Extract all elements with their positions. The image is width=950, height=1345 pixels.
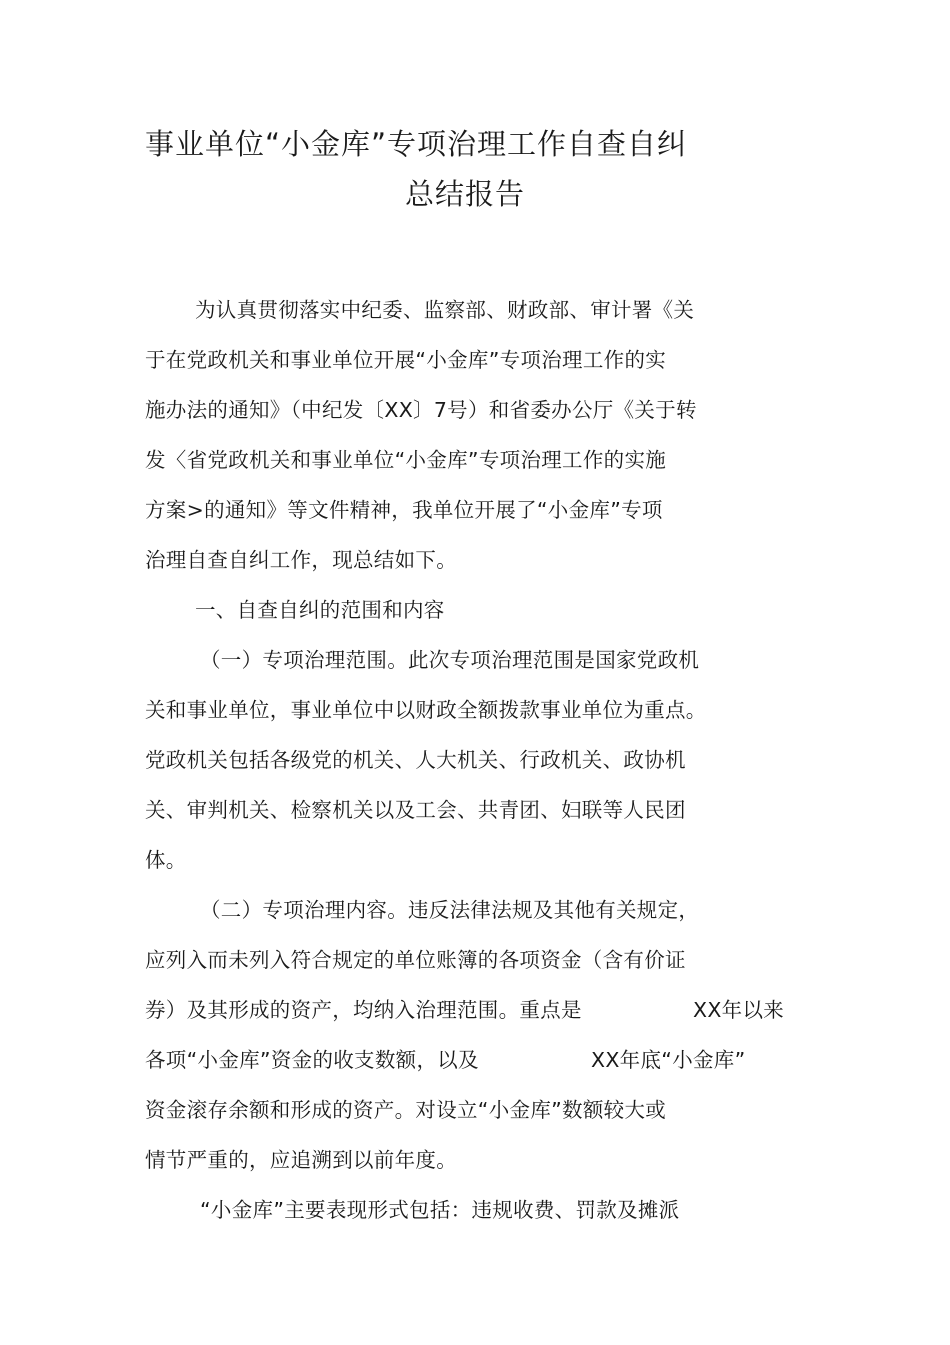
body-line: 各项“小金库”资金的收支数额，以及 bbox=[145, 1048, 479, 1072]
body-line: 关、审判机关、检察机关以及工会、共青团、妇联等人民团 bbox=[145, 798, 686, 822]
body-line: 方案>的通知》等文件精神，我单位开展了“小金库”专项 bbox=[145, 498, 663, 522]
body-line: （一）专项治理范围。此次专项治理范围是国家党政机 bbox=[200, 648, 700, 672]
body-line: 情节严重的，应追溯到以前年度。 bbox=[145, 1148, 457, 1172]
body-line: 党政机关包括各级党的机关、人大机关、行政机关、政协机 bbox=[145, 748, 686, 772]
body-line-fragment: XX年以来 bbox=[693, 998, 785, 1022]
body-line: 关和事业单位，事业单位中以财政全额拨款事业单位为重点。 bbox=[145, 698, 707, 722]
section-heading: 一、自查自纠的范围和内容 bbox=[195, 598, 445, 622]
body-line: 为认真贯彻落实中纪委、监察部、财政部、审计署《关 bbox=[195, 298, 695, 322]
body-line: 体。 bbox=[145, 848, 187, 872]
body-line: 于在党政机关和事业单位开展“小金库”专项治理工作的实 bbox=[145, 348, 667, 372]
body-line: 应列入而未列入符合规定的单位账簿的各项资金（含有价证 bbox=[145, 948, 686, 972]
body-line: 发〈省党政机关和事业单位“小金库”专项治理工作的实施 bbox=[145, 448, 667, 472]
document-title-line-1: 事业单位“小金库”专项治理工作自查自纠 bbox=[145, 127, 688, 161]
body-line: （二）专项治理内容。违反法律法规及其他有关规定， bbox=[200, 898, 700, 922]
body-line: 治理自查自纠工作，现总结如下。 bbox=[145, 548, 457, 572]
body-line: 资金滚存余额和形成的资产。对设立“小金库”数额较大或 bbox=[145, 1098, 667, 1122]
body-line: “小金库”主要表现形式包括：违规收费、罚款及摊派 bbox=[200, 1198, 680, 1222]
document-title-line-2: 总结报告 bbox=[405, 177, 526, 211]
body-line-fragment: XX年底“小金库” bbox=[591, 1048, 746, 1072]
body-line: 券）及其形成的资产，均纳入治理范围。重点是 bbox=[145, 998, 582, 1022]
body-line: 施办法的通知》（中纪发〔XX〕7号）和省委办公厅《关于转 bbox=[145, 398, 697, 422]
